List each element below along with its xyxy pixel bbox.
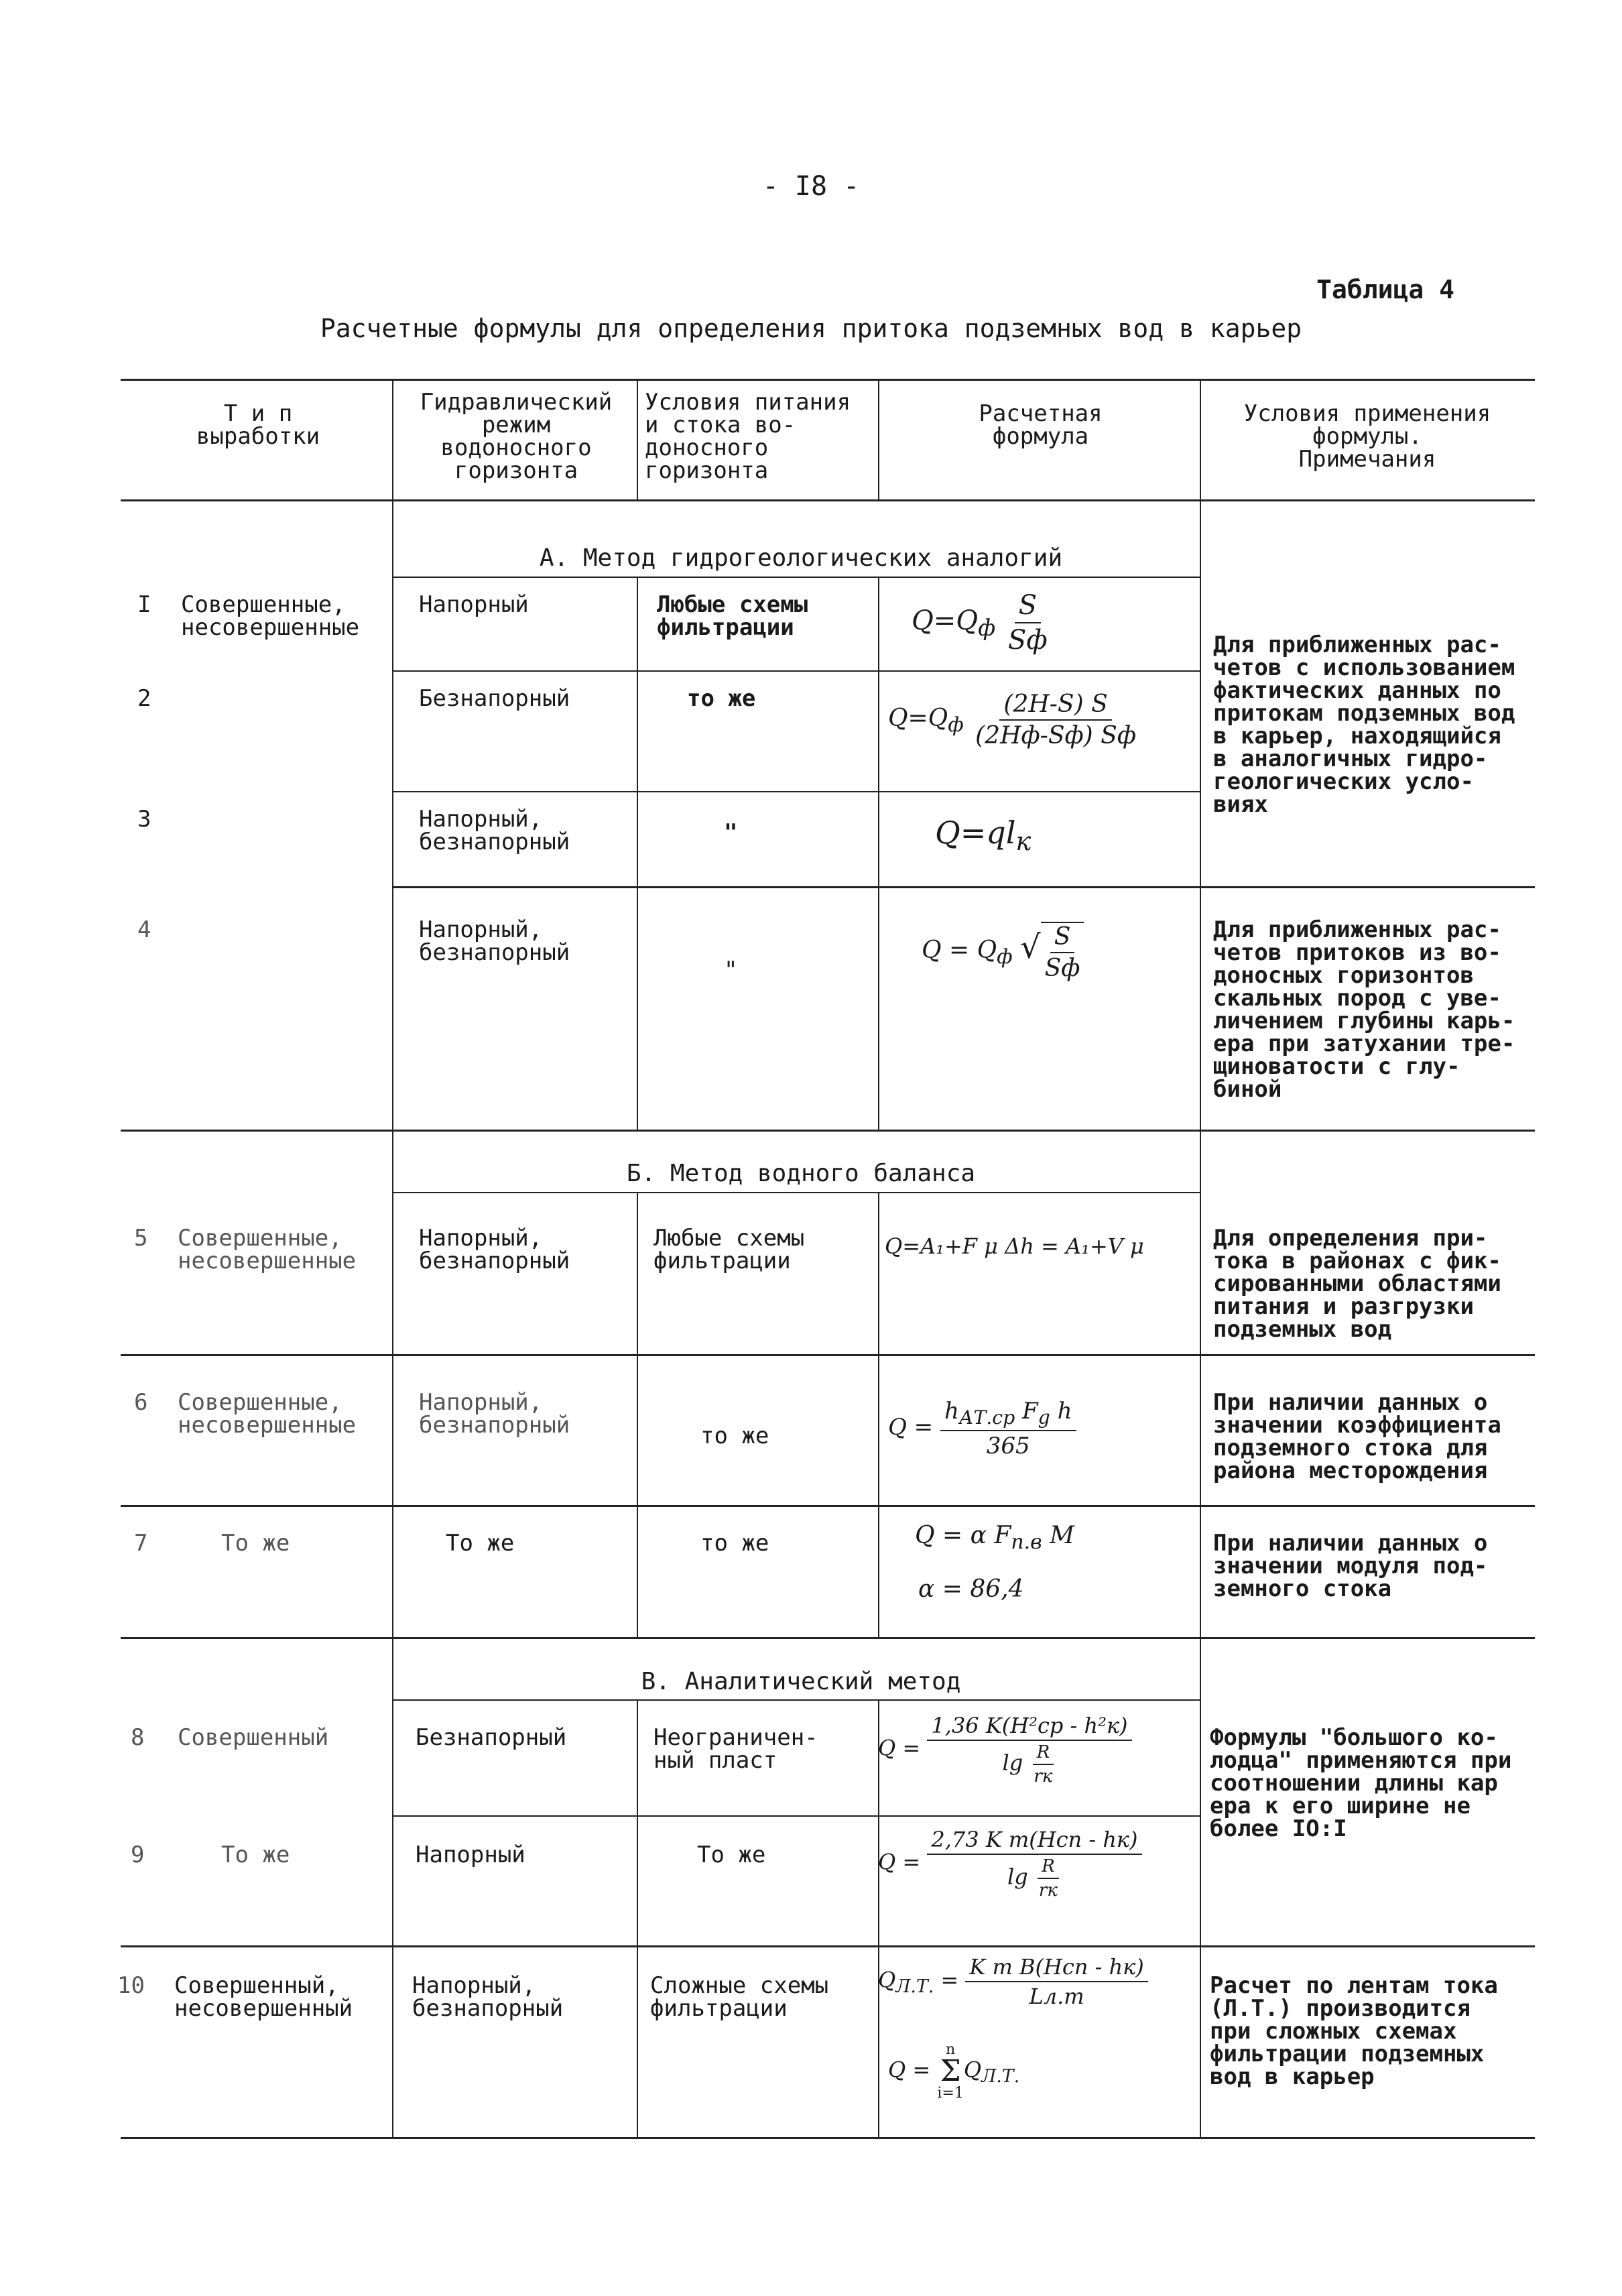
row-8-regime: Безнапорный bbox=[416, 1724, 567, 1751]
row-5-conditions: Любые схемы фильтрации bbox=[653, 1225, 805, 1274]
row-8-number: 8 bbox=[131, 1724, 145, 1751]
page-number: - I8 - bbox=[762, 171, 860, 202]
header-conditions: Условия питания и стока во- доносного горизонта bbox=[645, 389, 851, 484]
row-2-number: 2 bbox=[137, 685, 151, 712]
row-10-type: Совершенный, несовершенный bbox=[174, 1972, 353, 2022]
row-5-type: Совершенные, несовершенные bbox=[178, 1225, 357, 1274]
row-6-number: 6 bbox=[134, 1389, 148, 1416]
row-8-conditions: Неограничен- ный пласт bbox=[653, 1724, 818, 1774]
row-4-regime: Напорный, безнапорный bbox=[419, 916, 570, 966]
row-3-number: 3 bbox=[137, 806, 151, 833]
row-6-conditions: то же bbox=[700, 1423, 769, 1449]
formula-1: $Q=Q_ф$ $\frac{S}{Sф}$ bbox=[912, 590, 1048, 656]
table-label: Таблица 4 bbox=[1316, 275, 1454, 304]
note-row-6: При наличии данных о значении коэффициента подземного стока для района месторождения bbox=[1213, 1389, 1501, 1484]
formula-6: Q = $\frac{h_{АТ.ср} F_g h}{365}$ bbox=[888, 1398, 1076, 1459]
formula-10a: $Q_{Л.Т.}$ = $\frac{\text{K m B(Hсп - hк)}}{Lл.т}$ bbox=[878, 1954, 1148, 2009]
row-9-conditions: То же bbox=[697, 1841, 766, 1868]
row-3-conditions: " bbox=[724, 819, 738, 846]
row-1-type: Совершенные, несовершенные bbox=[181, 591, 360, 641]
row-4-conditions: " bbox=[724, 957, 738, 983]
row-1-number: I bbox=[137, 591, 151, 618]
row-10-number: 10 bbox=[117, 1972, 145, 1999]
row-9-regime: Напорный bbox=[416, 1841, 525, 1868]
row-2-regime: Безнапорный bbox=[419, 685, 570, 712]
header-notes: Условия применения формулы. Примечания bbox=[1243, 400, 1491, 473]
row-7-regime: То же bbox=[446, 1530, 515, 1557]
row-7-type: То же bbox=[221, 1530, 290, 1557]
header-type: Т и п выработки bbox=[196, 400, 320, 450]
row-6-type: Совершенные, несовершенные bbox=[178, 1389, 357, 1439]
formula-10b: Q = n Σ i=1 $Q_{Л.Т.}$ bbox=[888, 2041, 1020, 2102]
formula-7a: Q = α $F_{п.в}$ M bbox=[915, 1522, 1074, 1555]
table-caption: Расчетные формулы для определения притока подземных вод в карьер bbox=[320, 314, 1302, 343]
row-10-regime: Напорный, безнапорный bbox=[412, 1972, 564, 2022]
row-1-conditions: Любые схемы фильтрации bbox=[657, 591, 808, 641]
row-4-number: 4 bbox=[137, 916, 151, 943]
method-b-heading: Б. Метод водного баланса bbox=[626, 1160, 976, 1187]
note-rows-1-3: Для приближенных рас- четов с использованием фактических данных по притокам подземных вод в карьер, находящийся в аналогичных гидро- геологических усло- виях bbox=[1213, 631, 1515, 818]
formula-5: Q=A₁+F μ Δh = A₁+V μ bbox=[885, 1233, 1144, 1259]
header-formula: Расчетная формула bbox=[979, 400, 1103, 450]
row-1-regime: Напорный bbox=[419, 591, 529, 618]
row-2-conditions: то же bbox=[687, 685, 756, 712]
note-row-4: Для приближенных рас- четов притоков из во- доносных горизонтов скальных пород с уве- личением глубины карь- ера при затухании тре- щиноватости с глу- биной bbox=[1213, 916, 1515, 1103]
row-9-number: 9 bbox=[131, 1841, 145, 1868]
formula-2: $Q=Q_ф$ $\frac{(2H-S) S}{(2Hф-Sф) Sф}$ bbox=[888, 690, 1136, 749]
row-8-type: Совершенный bbox=[178, 1724, 329, 1751]
row-3-regime: Напорный, безнапорный bbox=[419, 806, 570, 855]
row-5-regime: Напорный, безнапорный bbox=[419, 1225, 570, 1274]
formula-8: Q = 1,36 K(H²ср - h²к) lg $\frac{R}{rк}$ bbox=[878, 1713, 1132, 1787]
formula-9: Q = 2,73 K m(Hсп - hк) lg $\frac{R}{rк}$ bbox=[878, 1827, 1142, 1900]
method-a-heading: А. Метод гидрогеологических аналогий bbox=[539, 544, 1063, 572]
note-row-5: Для определения при- тока в районах с фик- сированными областями питания и разгрузки подземных вод bbox=[1213, 1225, 1501, 1343]
note-rows-8-9: Формулы "большого ко- лодца" применяются при соотношении длины кар ера к его ширине не более IO:I bbox=[1210, 1724, 1512, 1842]
formula-3: $Q=ql_к$ bbox=[935, 814, 1032, 857]
formula-7b: α = 86,4 bbox=[918, 1575, 1024, 1603]
note-row-10: Расчет по лентам тока (Л.Т.) производится при сложных схемах фильтрации подземных вод в карьер bbox=[1210, 1972, 1498, 2090]
note-row-7: При наличии данных о значении модуля под- земного стока bbox=[1213, 1530, 1488, 1602]
row-10-conditions: Сложные схемы фильтрации bbox=[650, 1972, 829, 2022]
method-c-heading: В. Аналитический метод bbox=[641, 1668, 961, 1695]
header-regime: Гидравлический режим водоносного горизонта bbox=[420, 389, 613, 484]
row-7-conditions: то же bbox=[700, 1530, 769, 1557]
row-9-type: То же bbox=[221, 1841, 290, 1868]
row-7-number: 7 bbox=[134, 1530, 148, 1557]
row-6-regime: Напорный, безнапорный bbox=[419, 1389, 570, 1439]
row-5-number: 5 bbox=[134, 1225, 148, 1252]
formula-4: $Q = Q_ф$ √ $\frac{S}{Sф}$ bbox=[922, 922, 1084, 982]
